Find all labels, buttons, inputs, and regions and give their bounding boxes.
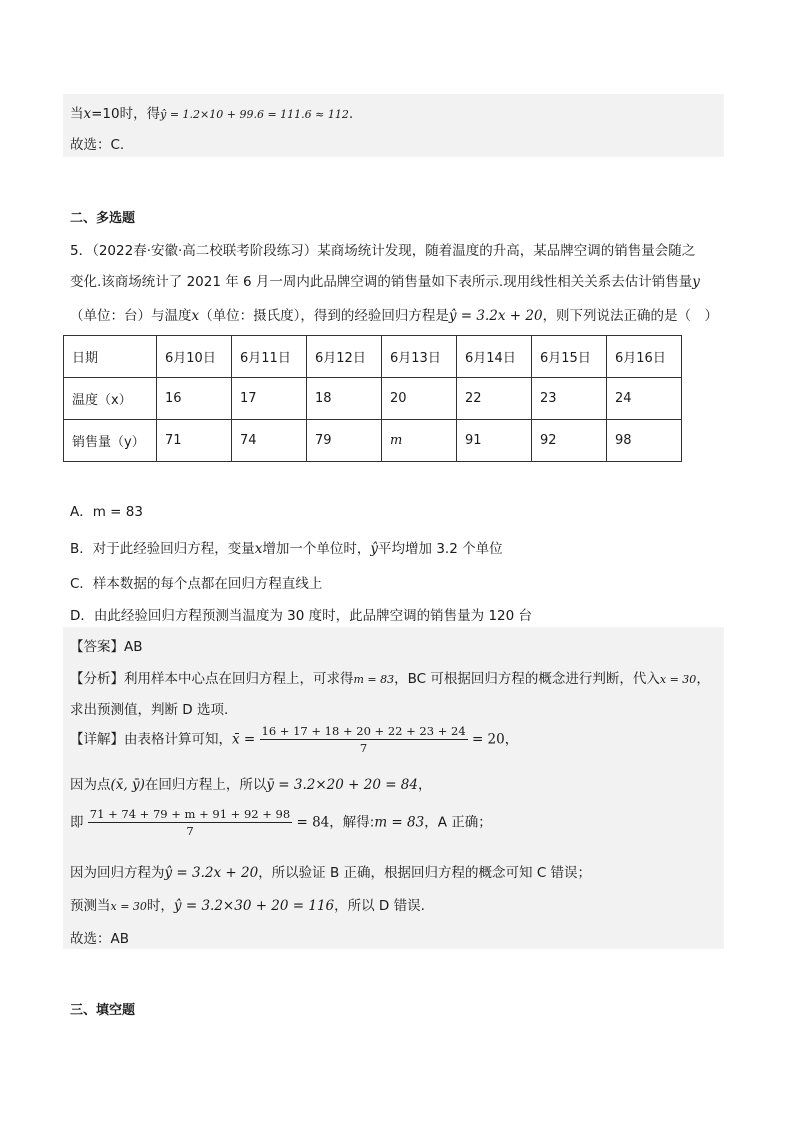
detail-line-4: 因为回归方程为ŷ = 3.2x + 20，所以验证 B 正确，根据回归方程的概念可知 C 错误；	[70, 865, 592, 881]
table-row-sales	[64, 420, 682, 462]
option-c: C．样本数据的每个点都在回归方程直线上	[70, 576, 323, 592]
section-heading-multiple-choice: 二、多选题	[70, 211, 136, 226]
table-row-temperature	[64, 378, 682, 420]
table-cell: 17	[232, 378, 307, 420]
table-cell: 6月14日	[457, 336, 532, 378]
table-cell: 6月16日	[607, 336, 682, 378]
table-cell: 79	[307, 420, 382, 462]
analysis-line-1: 【分析】利用样本中心点在回归方程上，可求得m = 83，BC 可根据回归方程的概念进行判断，代入x = 30，	[70, 671, 710, 687]
option-a: A．m = 83	[70, 504, 143, 520]
option-b: B．对于此经验回归方程，变量x增加一个单位时，ŷ平均增加 3.2 个单位	[70, 541, 503, 557]
table-cell: 6月13日	[382, 336, 457, 378]
question-5-line-2: 变化.该商场统计了 2021 年 6 月一周内此品牌空调的销售量如下表所示.现用线性相关关系去估计销售量y	[70, 274, 700, 290]
table-cell: 24	[607, 378, 682, 420]
table-cell: 销售量（y）	[64, 420, 157, 462]
fraction-mean-temperature: $\frac{16 + 17 + 18 + 20 + 22 + 23 + 24}{7}$	[261, 724, 466, 755]
detail-line-5: 预测当x = 30时，ŷ = 3.2×30 + 20 = 116，所以 D 错误.	[70, 898, 425, 914]
fraction-mean-sales: $\frac{71 + 74 + 79 + m + 91 + 92 + 98}{7}$	[89, 807, 291, 838]
previous-solution-line: 当x=10时，得ŷ = 1.2×10 + 99.6 = 111.6 ≈ 112.	[70, 106, 354, 122]
table-cell: 74	[232, 420, 307, 462]
question-5-line-3: （单位：台）与温度x（单位：摄氏度），得到的经验回归方程是ŷ = 3.2x + 20，则下列说法正确的是（ ）	[70, 308, 719, 324]
option-d: D．由此经验回归方程预测当温度为 30 度时，此品牌空调的销售量为 120 台	[70, 608, 533, 624]
analysis-line-2: 求出预测值，判断 D 选项.	[70, 702, 229, 718]
table-cell: 6月15日	[532, 336, 607, 378]
table-cell: 98	[607, 420, 682, 462]
table-cell: 91	[457, 420, 532, 462]
detail-line-2: 因为点(x̄, ȳ)在回归方程上，所以ȳ = 3.2×20 + 20 = 84，	[70, 777, 432, 793]
table-cell: 18	[307, 378, 382, 420]
detail-line-6: 故选：AB	[70, 931, 129, 947]
detail-line-3: 即 $\frac{71 + 74 + 79 + m + 91 + 92 + 98}{7}$ = 84，解得:m = 83，A 正确；	[70, 807, 492, 838]
table-cell: 20	[382, 378, 457, 420]
table-cell: 92	[532, 420, 607, 462]
table-cell: 6月10日	[157, 336, 232, 378]
table-cell: 温度（x）	[64, 378, 157, 420]
sales-data-table	[63, 335, 682, 462]
previous-answer-line: 故选：C.	[70, 137, 125, 153]
answer-line: 【答案】AB	[70, 639, 143, 655]
question-5-line-1: 5．（2022春·安徽·高二校联考阶段练习）某商场统计发现，随着温度的升高，某品牌空调的销售量会随之	[70, 243, 696, 259]
table-cell: 16	[157, 378, 232, 420]
table-cell: 71	[157, 420, 232, 462]
table-cell: 23	[532, 378, 607, 420]
table-cell: 22	[457, 378, 532, 420]
table-cell: 6月12日	[307, 336, 382, 378]
detail-line-1: 【详解】由表格计算可知，x̄ = $\frac{16 + 17 + 18 + 20 + 22 + 23 + 24}{7}$ = 20，	[70, 724, 519, 755]
table-cell: 日期	[64, 336, 157, 378]
table-cell: 6月11日	[232, 336, 307, 378]
table-row-date	[64, 336, 682, 378]
table-cell: m	[382, 420, 457, 462]
section-heading-fill-in-blank: 三、填空题	[70, 1003, 136, 1018]
